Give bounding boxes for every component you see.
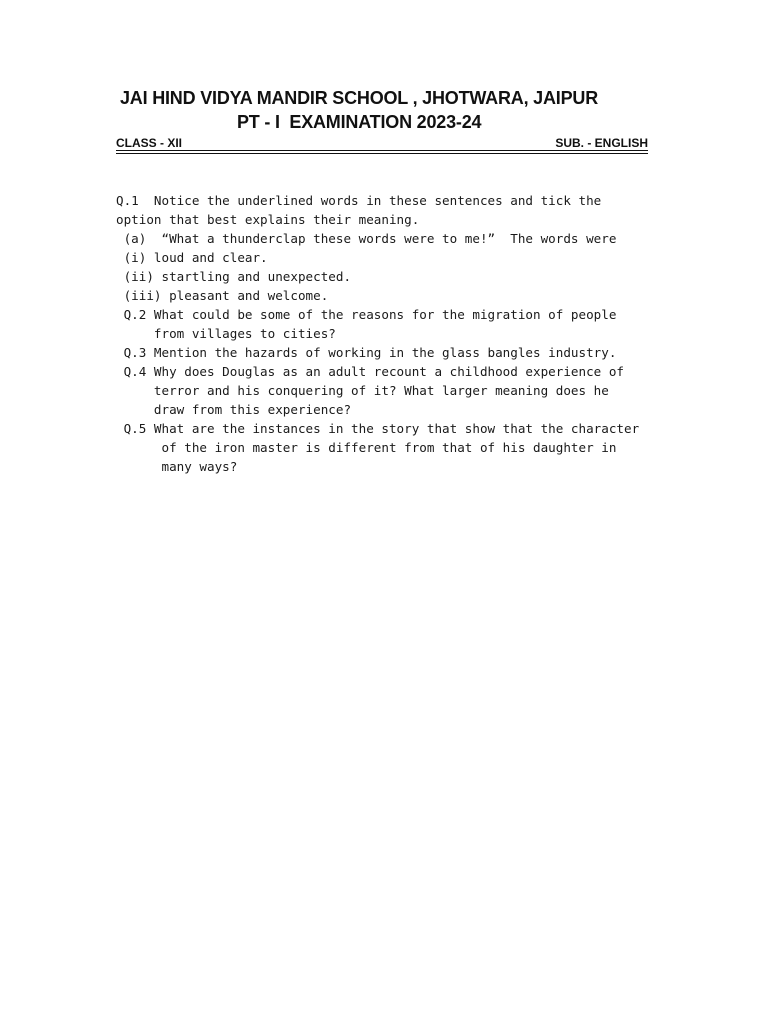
question-text: many ways? (116, 459, 238, 474)
question-text: terror and his conquering of it? What larger meaning does he (116, 383, 609, 398)
question-text: Q.3 Mention the hazards of working in the glass bangles industry. (116, 345, 617, 360)
header-rule-top (116, 150, 648, 151)
question-2 (116, 305, 661, 343)
question-text: from villages to cities? (116, 326, 336, 341)
answer-option: (iii) pleasant and welcome. (116, 288, 329, 303)
question-text: Q.2 What could be some of the reasons for the migration of people (116, 307, 617, 322)
question-text: draw from this experience? (116, 402, 352, 417)
exam-title: PT - I EXAMINATION 2023-24 (237, 112, 482, 132)
question-part: (a) “What a thunderclap these words were to me!” The words were (116, 231, 617, 246)
question-text: Q.4 Why does Douglas as an adult recount a childhood experience of (116, 364, 624, 379)
subject-label: SUB. - ENGLISH (555, 136, 648, 150)
question-5 (116, 419, 661, 476)
question-list (116, 191, 661, 476)
question-text: Q.5 What are the instances in the story that show that the character (116, 421, 640, 436)
answer-option: (i) loud and clear. (116, 250, 268, 265)
header-rule-bottom (116, 153, 648, 154)
question-3 (116, 343, 661, 362)
school-title: JAI HIND VIDYA MANDIR SCHOOL , JHOTWARA, JAIPUR (120, 88, 598, 108)
question-1 (116, 191, 661, 305)
class-label: CLASS - XII (116, 136, 183, 150)
question-4 (116, 362, 661, 419)
question-text: of the iron master is different from that of his daughter in (116, 440, 617, 455)
answer-option: (ii) startling and unexpected. (116, 269, 352, 284)
question-text: Q.1 Notice the underlined words in these sentences and tick the (116, 193, 602, 208)
question-text: option that best explains their meaning. (116, 212, 420, 227)
